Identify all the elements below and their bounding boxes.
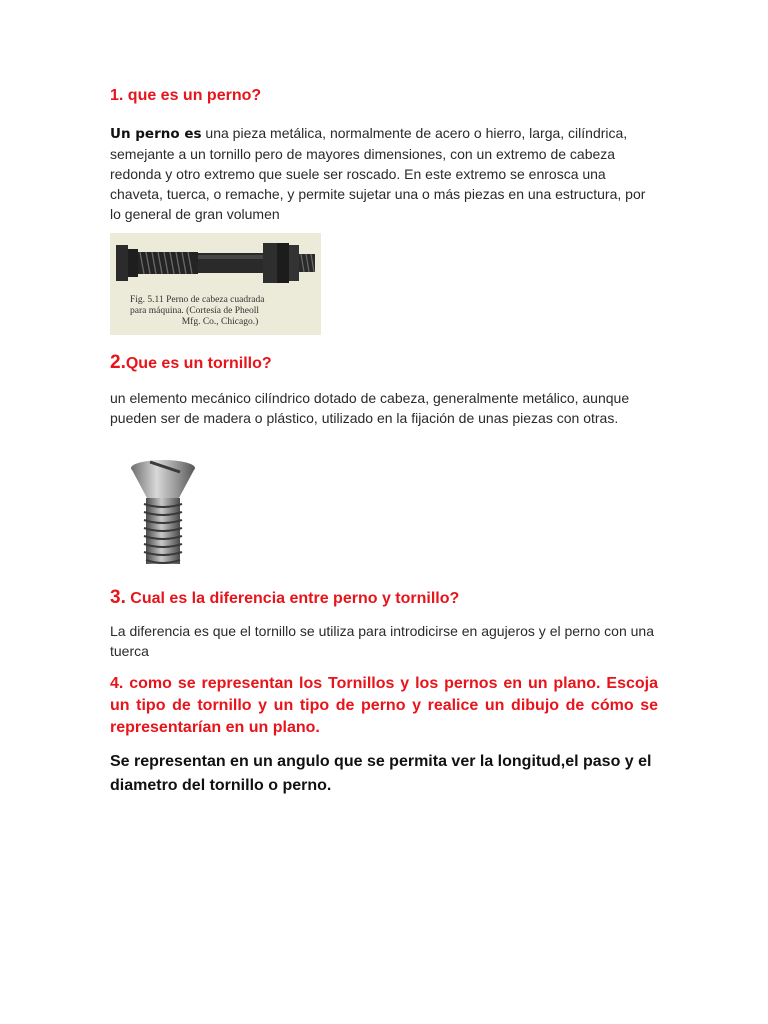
q1-lead-term: Un perno es <box>110 126 202 142</box>
screw-figure <box>120 458 206 570</box>
bolt-image-icon <box>110 233 321 295</box>
bolt-figure <box>110 233 321 335</box>
q1-body: una pieza metálica, normalmente de acero o hierro, larga, cilíndrica, semejante a un tornillo pero de mayores dimensiones, con un extremo de cabeza redonda y otro extremo que suele ser roscado. En este extremo se enrosca una chaveta, tuerca, o remache, y permite sujetar una o más piezas en una estructura, por lo general de gran volumen <box>110 125 646 222</box>
caption-line-3: Mfg. Co., Chicago.) <box>181 317 259 327</box>
bolt-figure-caption <box>130 295 310 328</box>
caption-line-1: Fig. 5.11 Perno de cabeza cuadrada <box>130 295 265 305</box>
q2-heading <box>110 352 272 374</box>
q4-question: 4. como se representan los Tornillos y los pernos en un plano. Escoja un tipo de tornillo y un tipo de perno y realice un dibujo de cómo se representarían en un plano. <box>110 675 658 736</box>
screw-image-icon <box>120 458 206 570</box>
caption-line-2: para máquina. (Cortesía de Pheoll <box>130 306 260 316</box>
q3-paragraph: La diferencia es que el tornillo se utiliza para introdicirse en agujeros y el perno con una tuerca <box>110 623 654 659</box>
q2-heading-number: 2. <box>110 352 126 373</box>
q1-paragraph <box>110 123 658 224</box>
q2-heading-text: Que es un tornillo? <box>125 355 272 372</box>
q2-paragraph: un elemento mecánico cilíndrico dotado de cabeza, generalmente metálico, aunque pueden ser de madera o plástico, utilizado en la fijación de unas piezas con otras. <box>110 390 630 426</box>
q4-answer: Se representan en un angulo que se permita ver la longitud,el paso y el diametro del tornillo o perno. <box>110 753 652 794</box>
q3-heading-text: Cual es la diferencia entre perno y tornillo? <box>125 590 460 607</box>
q1-heading: 1. que es un perno? <box>110 87 262 104</box>
q3-heading <box>110 587 459 609</box>
q3-heading-number: 3. <box>110 587 126 608</box>
